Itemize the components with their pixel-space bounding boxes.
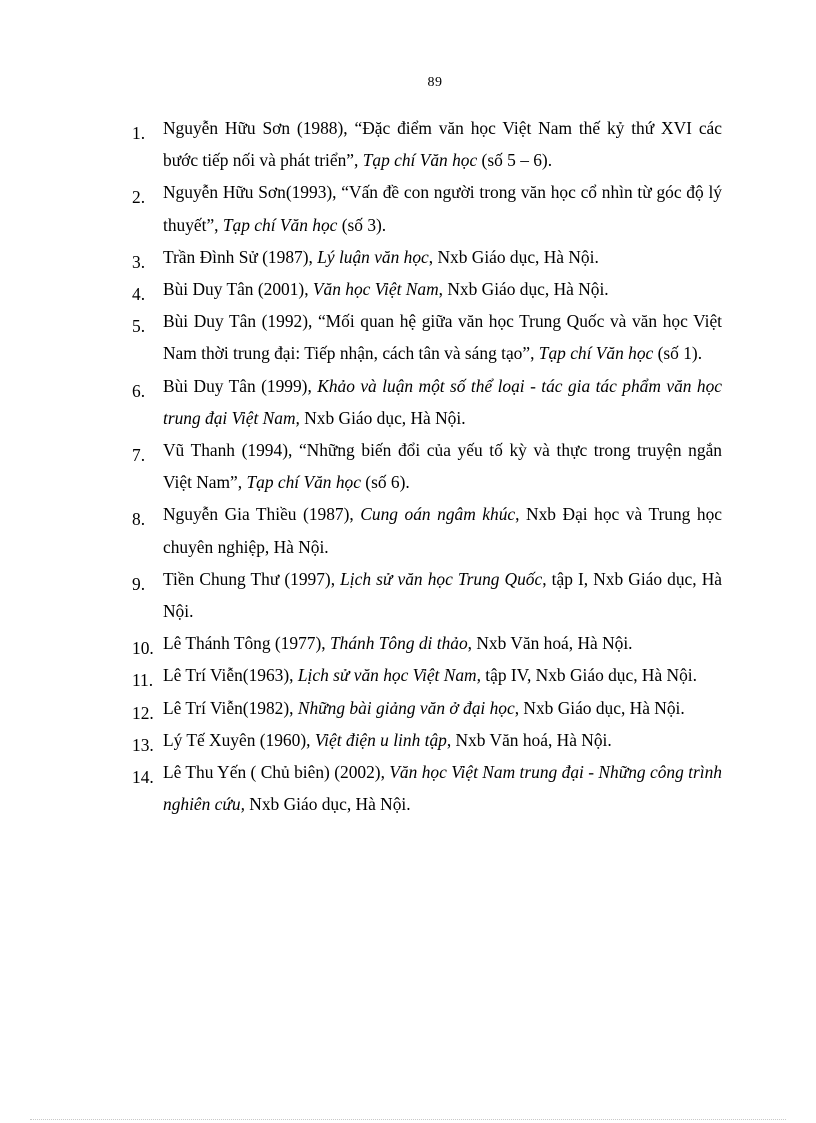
reference-text	[163, 665, 697, 685]
reference-segment: Vũ Thanh (1994), “Những biến đổi của yếu tố kỳ và thực trong truyện ngắn Việt Nam”,	[163, 440, 722, 493]
reference-segment: Tiền Chung Thư (1997),	[163, 568, 341, 589]
reference-text	[163, 569, 722, 621]
reference-segment: (số 5 – 6).	[477, 150, 553, 171]
reference-number: 12.	[132, 702, 154, 723]
reference-item	[132, 498, 722, 562]
reference-segment: Lê Thu Yến ( Chủ biên) (2002),	[163, 762, 390, 783]
reference-title: Lịch sử văn học Việt Nam,	[297, 665, 481, 686]
reference-segment: (số 1).	[653, 343, 703, 364]
reference-text	[163, 182, 722, 234]
reference-text	[163, 311, 722, 363]
reference-title: Lý luận văn học	[317, 246, 429, 267]
reference-title: Tạp chí Văn học	[246, 472, 361, 493]
reference-text	[163, 376, 722, 428]
reference-number: 3.	[132, 251, 146, 272]
reference-item	[132, 176, 722, 240]
reference-title: Việt điện u linh tập	[314, 729, 447, 750]
reference-segment: , Nxb Văn hoá, Hà Nội.	[467, 633, 633, 654]
reference-segment: Nguyễn Hữu Sơn(1993), “Vấn đề con người trong văn học cổ nhìn từ góc độ lý thuyết”,	[163, 182, 722, 235]
reference-item	[132, 724, 722, 756]
reference-text	[163, 633, 633, 653]
reference-item	[132, 659, 722, 691]
page-bottom-divider	[30, 1119, 786, 1120]
reference-number: 9.	[132, 573, 146, 594]
reference-title: Văn học Việt Nam trung đại - Những công trình nghiên cứu,	[163, 762, 722, 815]
reference-text	[163, 698, 685, 718]
reference-item	[132, 273, 722, 305]
reference-segment: tập IV, Nxb Giáo dục, Hà Nội.	[480, 665, 697, 686]
reference-segment: Bùi Duy Tân (2001),	[163, 279, 313, 300]
reference-number: 2.	[132, 187, 146, 208]
reference-title: Thánh Tông di thảo	[329, 633, 468, 654]
reference-title: Khảo và luận một số thể loại - tác gia tác phẩm văn học trung đại Việt Nam,	[163, 375, 722, 428]
reference-text	[163, 762, 722, 814]
reference-segment: Trần Đình Sử (1987),	[163, 246, 318, 267]
reference-item	[132, 563, 722, 627]
reference-item	[132, 241, 722, 273]
reference-number: 4.	[132, 284, 146, 305]
reference-segment: , Nxb Văn hoá, Hà Nội.	[446, 729, 612, 750]
reference-text	[163, 247, 599, 267]
reference-item	[132, 692, 722, 724]
reference-number: 11.	[132, 670, 154, 691]
reference-segment: (số 3).	[337, 214, 387, 235]
reference-list	[132, 112, 722, 820]
reference-number: 5.	[132, 316, 146, 337]
reference-segment: , tập I, Nxb Giáo dục, Hà Nội.	[163, 568, 722, 622]
reference-number: 14.	[132, 767, 154, 788]
reference-segment: , Nxb Giáo dục, Hà Nội.	[428, 246, 599, 267]
reference-segment: Bùi Duy Tân (1992), “Mối quan hệ giữa văn học Trung Quốc và văn học Việt Nam thời trung đại: Tiếp nhận, cách tân và sáng tạo”,	[163, 311, 722, 364]
reference-number: 10.	[132, 638, 154, 659]
reference-number: 8.	[132, 509, 146, 530]
reference-item	[132, 370, 722, 434]
reference-segment: Lê Trí Viễn(1963),	[163, 665, 298, 686]
reference-segment: Nguyễn Hữu Sơn (1988), “Đặc điểm văn học Việt Nam thế kỷ thứ XVI các bước tiếp nối và phát triển”,	[163, 118, 722, 171]
reference-item	[132, 112, 722, 176]
reference-segment: , Nxb Giáo dục, Hà Nội.	[438, 279, 609, 300]
reference-segment: Nxb Giáo dục, Hà Nội.	[244, 794, 411, 815]
reference-segment: Bùi Duy Tân (1999),	[163, 375, 318, 396]
reference-segment: Lý Tế Xuyên (1960),	[163, 729, 315, 750]
reference-title: Tạp chí Văn học	[222, 214, 338, 235]
reference-title: Lịch sử văn học Trung Quốc	[340, 568, 543, 589]
reference-number: 6.	[132, 380, 146, 401]
reference-item	[132, 434, 722, 498]
reference-segment: , Nxb Giáo dục, Hà Nội.	[514, 697, 685, 718]
reference-segment: (số 6).	[360, 472, 410, 493]
reference-text	[163, 118, 722, 170]
reference-item	[132, 627, 722, 659]
reference-title: Cung oán ngâm khúc	[360, 504, 516, 525]
reference-item	[132, 756, 722, 820]
reference-item	[132, 305, 722, 369]
reference-text	[163, 504, 722, 556]
reference-segment: Nxb Giáo dục, Hà Nội.	[299, 407, 466, 428]
reference-text	[163, 440, 722, 492]
reference-number: 1.	[132, 123, 146, 143]
reference-title: Tạp chí Văn học	[362, 150, 478, 171]
page-number: 89	[427, 75, 443, 90]
reference-title: Tạp chí Văn học	[538, 343, 654, 364]
reference-title: Văn học Việt Nam	[312, 279, 439, 300]
reference-segment: Nguyễn Gia Thiều (1987),	[163, 504, 361, 525]
reference-segment: Lê Trí Viễn(1982),	[163, 697, 298, 718]
reference-title: Những bài giảng văn ở đại học	[297, 697, 515, 718]
reference-segment: Lê Thánh Tông (1977),	[163, 633, 330, 654]
reference-text	[163, 279, 609, 299]
reference-number: 7.	[132, 445, 146, 466]
reference-text	[163, 730, 612, 750]
reference-segment: , Nxb Đại học và Trung học chuyên nghiệp, Hà Nội.	[163, 504, 722, 557]
reference-number: 13.	[132, 734, 154, 755]
